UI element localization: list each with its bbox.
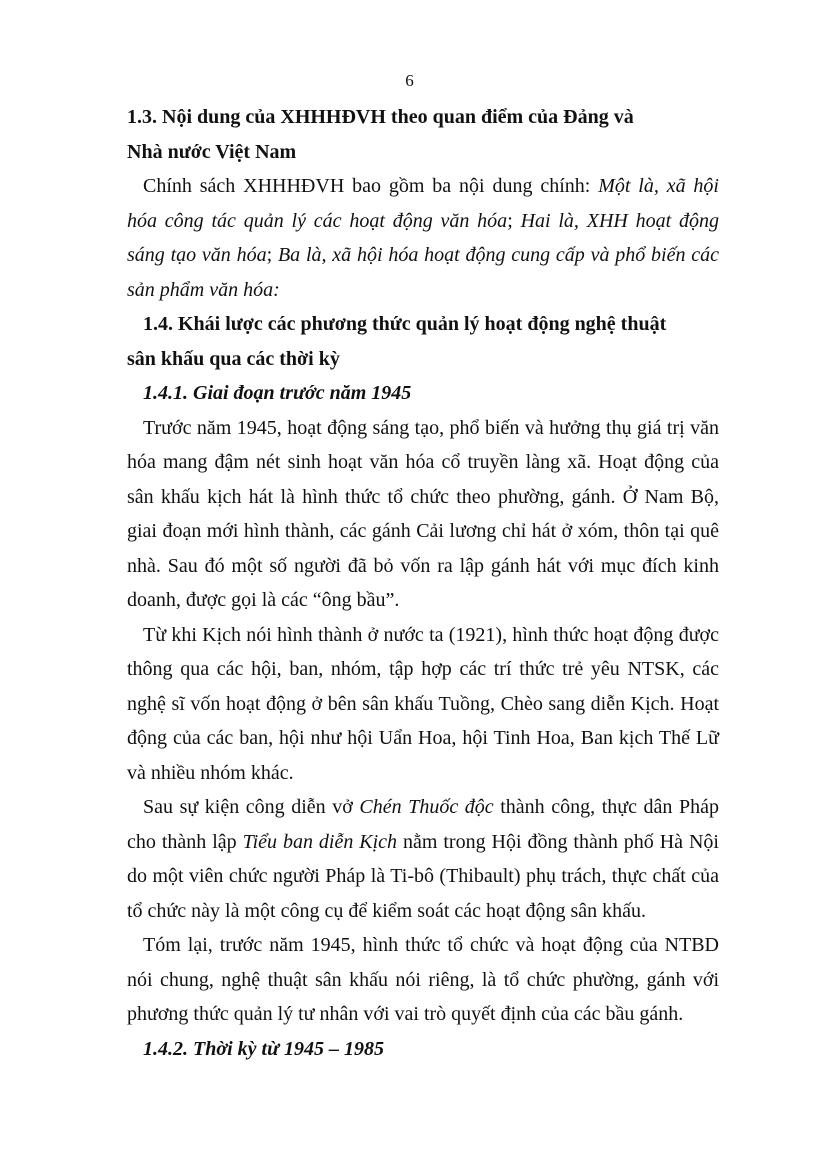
italic-text-run: Một là, xã hội hóa công tác quản lý các hoạt động văn hóa xyxy=(127,175,719,232)
heading-line: Nhà nước Việt Nam xyxy=(127,140,297,163)
paragraph-policy-content xyxy=(127,169,719,307)
text-run: ; xyxy=(266,244,278,266)
italic-text-run: Hai là, XHH hoạt động sáng tạo văn hóa xyxy=(127,209,720,266)
heading-line: sân khấu qua các thời kỳ xyxy=(127,347,340,370)
italic-text-run: Chén Thuốc độc xyxy=(359,796,494,818)
paragraph-before-1945: Trước năm 1945, hoạt động sáng tạo, phổ biến và hưởng thụ giá trị văn hóa mang đậm nét sinh hoạt văn hóa cổ truyền làng xã. Hoạt động của sân khấu kịch hát là hình thức tổ chức theo phường, gánh. Ở Nam Bộ, giai đoạn mới hình thành, các gánh Cải lương chỉ hát ở xóm, thôn tại quê nhà. Sau đó một số người đã bỏ vốn ra lập gánh hát với mục đích kinh doanh, được gọi là các “ông bầu”. xyxy=(127,416,719,611)
italic-text-run: Tiểu ban diễn Kịch xyxy=(242,830,398,853)
text-run: Sau sự kiện công diễn vở xyxy=(143,796,360,818)
text-run: Chính sách XHHHĐVH bao gồm ba nội dung chính: xyxy=(143,175,599,197)
heading-line: 1.4. Khái lược các phương thức quản lý hoạt động nghệ thuật xyxy=(143,313,667,335)
section-heading-1-3 xyxy=(127,100,719,169)
section-heading-1-4 xyxy=(127,307,719,376)
text-run: nằm trong Hội đồng thành phố Hà Nội do một viên chức người Pháp là Ti-bô (Thibault) phụ trách, thực chất của tổ chức này là một công cụ để kiểm soát các hoạt động sân khấu. xyxy=(127,830,719,922)
subsection-heading-1-4-1: 1.4.1. Giai đoạn trước năm 1945 xyxy=(143,382,412,404)
paragraph-theatre-committee xyxy=(127,790,719,928)
text-run: ; xyxy=(507,209,521,232)
text-run: thành công, thực dân Pháp cho thành lập xyxy=(127,796,719,853)
italic-text-run: Ba là, xã hội hóa hoạt động cung cấp và phổ biến các sản phẩm văn hóa: xyxy=(127,244,720,301)
paragraph-summary: Tóm lại, trước năm 1945, hình thức tổ chức và hoạt động của NTBD nói chung, nghệ thuật sân khấu nói riêng, là tổ chức phường, gánh với phương thức quản lý tư nhân với vai trò quyết định của các bầu gánh. xyxy=(127,934,719,1025)
page-number: 6 xyxy=(405,71,414,90)
paragraph-spoken-drama: Từ khi Kịch nói hình thành ở nước ta (1921), hình thức hoạt động được thông qua các hội, ban, nhóm, tập hợp các trí thức trẻ yêu NTSK, các nghệ sĩ vốn hoạt động ở bên sân khấu Tuồng, Chèo sang diễn Kịch. Hoạt động của các ban, hội như hội Uẩn Hoa, hội Tinh Hoa, Ban kịch Thế Lữ và nhiều nhóm khác. xyxy=(127,623,719,784)
heading-line: 1.3. Nội dung của XHHHĐVH theo quan điểm của Đảng và xyxy=(127,106,634,128)
page-body xyxy=(127,100,719,1066)
subsection-heading-1-4-2: 1.4.2. Thời kỳ từ 1945 – 1985 xyxy=(143,1037,385,1060)
